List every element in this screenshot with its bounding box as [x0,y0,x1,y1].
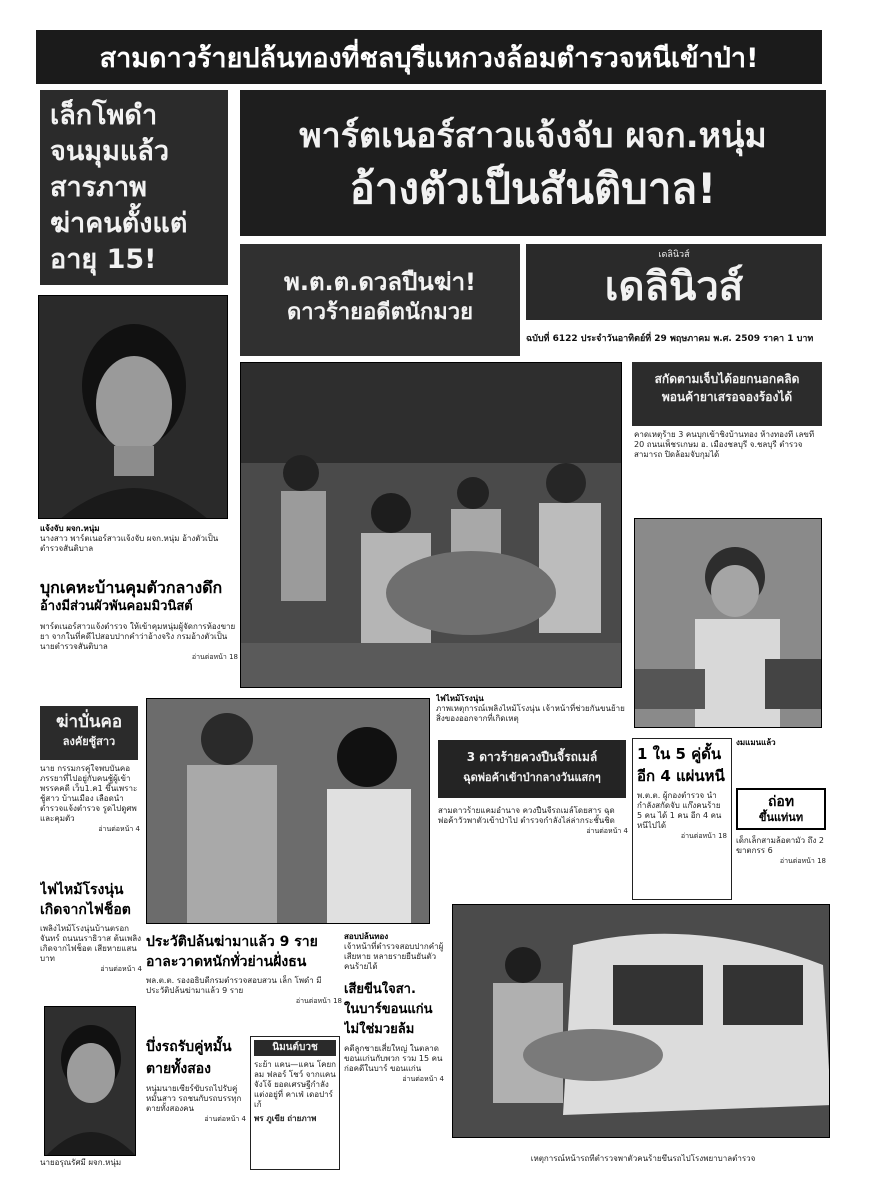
men-carrying-body-photo [240,362,622,688]
young-man-portrait-photo [44,1006,136,1156]
boxing-continued: อ่านต่อหน้า 4 [402,1075,444,1083]
three-bandits-headline-2: ฉุดพ่อค้าเข้าป่ากลางวันแสกๆ [463,771,601,784]
ad-box-item-2: พร ภูเขีย ถ่ายภาพ [254,1114,317,1123]
right-top-headline-box [632,362,822,426]
fire-caption [436,694,632,736]
left-headline-line: จนมุมแล้ว [50,136,169,167]
boxing-headline-3: ไม่ใช่มวยล้ม [344,1022,415,1037]
top-banner-headline: สามดาวร้ายปล้นทองที่ชลบุรีแหกวงล้อมตำรวจหนีเข้าป่า! [36,30,822,84]
robbery-headline-2: อาละวาดหนักทั่วย่านฝั่งธน [146,954,307,970]
small-right-subtitle: ขึ้นแท่นท [758,811,804,824]
left-headline-line: อายุ 15! [50,244,157,275]
right-top-headline-1: สกัดตามเจ็บได้อยกนอกคลิด [654,372,800,386]
three-bandits-headline-box [438,740,626,798]
robbery-continued: อ่านต่อหน้า 18 [295,997,342,1005]
left-mid-body [40,764,140,876]
burglary-body: พาร์ตเนอร์สาวแจ้งตำรวจ ให้เข้าคุมหนุ่มผู้จัดการห้องขายยา จากในที่คดีไปสอบปากคำว่าอ้างจริง กรมอ้างตัวเป็นนายตำรวจสันติบาล [40,622,236,651]
ad-box [250,1036,340,1170]
couple-story [146,1036,246,1170]
fire-caption-body: ภาพเหตุการณ์เพลิงไหม้โรงนุ่น เจ้าหน้าที่ช่วยกันขนย้ายสิ่งของออกจากที่เกิดเหตุ [436,704,625,723]
woman-portrait-photo [38,295,228,519]
three-bandits-body [438,806,628,898]
officer-and-woman-photo [146,698,430,924]
left-mid-subtitle: ลงคัยชู้สาว [62,735,116,748]
sub-headline-line-1: พ.ต.ต.ดวลปืนฆ่า! [284,268,476,296]
ad-box-title: นิมนต์บวช [254,1040,336,1056]
three-bandits-continued: อ่านต่อหน้า 4 [586,827,628,835]
left-mid-continued: อ่านต่อหน้า 4 [98,825,140,833]
captured-man-photo [634,518,822,728]
boxing-headline-2: ในบาร์ขอนแก่น [344,1002,433,1017]
burglary-headline-1: บุกเคหะบ้านคุมตัวกลางดึก [40,578,223,597]
woman-portrait-illustration [39,296,228,519]
boxing-headline-1: เสียขีนใจสา. [344,982,416,997]
left-headline-line: เล็กโพดำ [50,100,158,131]
boxing-body: คดีลูกชายเสี่ยใหญ่ ในตลาดขอนแก่นกับพวก รวม 15 คน ก่อคดีในบาร์ ขอนแก่น [344,1044,443,1073]
young-man-caption: นายอรุณรัศมี ผจก.หนุ่ม [40,1158,122,1167]
five-cops-story [632,738,732,900]
left-headline-box [40,90,228,285]
small-right-title-box [736,788,826,830]
car-caption: เหตุการณ์หน้ารถที่ตำรวจพาตัวคนร้ายขึ้นรถไปโรงพยาบาลตำรวจ [530,1154,756,1163]
left-mid-headline-box [40,706,138,760]
three-bandits-headline-1: 3 ดาวร้ายควงปืนจี้รถเมล์ [466,750,598,764]
woman-caption [40,524,232,554]
car-scene-photo [452,904,830,1138]
ad-box-item-1: ระย้า แคน—แคน โคยกลม ฟลอร์ โชว์ จากแคนจังโจ้ ยอดเศรษฐีกำลังแต่งอยู่ที่ คาเฟ่ เดอปาร์เก้ [254,1060,336,1109]
couple-headline-2: ตายทั้งสอง [146,1061,212,1077]
left-fire-continued: อ่านต่อหน้า 4 [100,965,142,973]
boxing-story [344,932,444,1170]
officer-woman-illustration [147,699,430,924]
boxing-intro-body: เจ้าหน้าที่ตำรวจสอบปากคำผู้เสียหาย หลายรายยืนยันตัวคนร้ายได้ [344,942,444,971]
five-cops-headline-2: อีก 4 แผ่นหนี [637,767,725,785]
five-cops-body: พ.ต.ต. ผู้กองตำรวจ นำกำลังสกัดจับ แก๊งคนร้าย 5 คน ได้ 1 คน อีก 4 คนหนีไปได้ [637,791,722,830]
captured-man-illustration [635,519,822,728]
sub-headline-line-2: ดาวร้ายอดีตนักมวย [287,300,473,325]
fire-caption-title: ไฟไหม้โรงนุ่น [436,694,484,703]
left-mid-body-text: นาย กรรมกรคู่ใจพบบั่นคอภรรยาที่ไปอยู่กับคนชู้ผู้เข้าพรรคคดี เว็บ1.ค1 ขึ้นเพราะชู้สาว บ้านเมือง เลือดนำตำรวจแจ้งตำรวจ รูดไปดูศพและคุมตัว [40,764,138,823]
masthead-name: เดลินิวส์ [604,264,744,310]
crowd-illustration [241,363,622,688]
left-fire-headline-2: เกิดจากไฟช็อต [40,902,131,918]
burglary-headline-2: อ้างมีส่วนผัวพันคอมมิวนิสต์ [40,599,193,614]
three-bandits-body-text: สามดาวร้ายแคมอำนาจ ควงปืนจี้รถเมล์โดยสาร ฉุดพ่อค้าวัวพาตัวเข้าป่าไป ตำรวจกำลังไล่ล่ากระชั้นชิด [438,806,615,825]
small-right-body: เด็กเล็กสามล้อตามัว ถึง 2 ฆาตกรร 6 [736,836,824,855]
masthead-small-text: เดลินิวส์ [658,250,690,260]
couple-body: หนุ่มนายเซียร์ขับรถไปรับคู่หมั้นสาว รถชนกับรถบรรทุก ตายทั้งสองคน [146,1084,242,1113]
left-headline-line: สารภาพ [50,172,147,203]
left-mid-title: ฆ่าบั่นคอ [55,712,123,732]
five-cops-headline-1: 1 ใน 5 คู่ดั้น [637,745,722,763]
main-headline-line-1: พาร์ตเนอร์สาวแจ้งจับ ผจก.หนุ่ม [299,116,767,156]
couple-continued: อ่านต่อหน้า 4 [204,1115,246,1123]
young-man-illustration [45,1007,136,1156]
main-headline-box [240,90,826,236]
sub-headline-box [240,244,520,356]
right-top-body: คาดเหตุร้าย 3 คนบุกเข้าชิงบ้านทอง ห้างทองที่ เลขที่ 20 ถนนเพ็ชรเกษม อ. เมืองชลบุรี จ.ชลบุรี ตำรวจสามารถ ปิดล้อมจับกุมได้ [634,430,815,459]
masthead-logo [526,244,822,320]
robbery-headline-1: ประวัติปล้นฆ่ามาแล้ว 9 ราย [146,934,318,950]
woman-caption-body: นางสาว พาร์ตเนอร์สาวแจ้งจับ ผจก.หนุ่ม อ้างตัวเป็นตำรวจสันติบาล [40,534,219,553]
couple-headline-1: บึ่งรถรับคู่หมั้น [146,1039,232,1055]
robbery-body: พล.ต.ต. รองอธิบดีกรมตำรวจสอบสวน เล็ก โพดำ มีประวัติปล้นฆ่ามาแล้ว 9 ราย [146,976,322,995]
burglary-continued: อ่านต่อหน้า 18 [191,653,238,661]
car-scene-illustration [453,905,830,1138]
masthead-dateline: ฉบับที่ 6122 ประจำวันอาทิตย์ที่ 29 พฤษภาคม พ.ศ. 2509 ราคา 1 บาท [526,334,814,344]
five-cops-continued: อ่านต่อหน้า 18 [680,832,727,840]
small-right-title: ถ่อท [767,794,795,810]
robbery-story [146,932,342,1032]
right-top-headline-2: พอนค้ายาเสรอจองร้องได้ [661,390,793,404]
left-headline-line: ฆ่าคนตั้งแต่ [50,208,188,239]
left-fire-body: เพลิงไหม้โรงนุ่นบ้านตรอกจันทร์ ถนนนราธิวาส ต้นเพลิงเกิดจากไฟช็อต เสียหายแสนบาท [40,924,142,963]
small-right-story [736,738,826,900]
small-right-intro: งมแมนแล้ว [736,738,776,747]
left-fire-headline-1: ไฟไหม้โรงนุ่น [40,882,124,898]
woman-caption-title: แจ้งจับ ผจก.หนุ่ม [40,524,100,533]
main-headline-line-2: อ้างตัวเป็นสันติบาล! [349,164,717,213]
burglary-story [40,578,238,696]
left-fire-story [40,880,142,1004]
boxing-intro-title: สอบปล้นทอง [344,932,389,941]
small-right-continued: อ่านต่อหน้า 18 [779,857,826,865]
